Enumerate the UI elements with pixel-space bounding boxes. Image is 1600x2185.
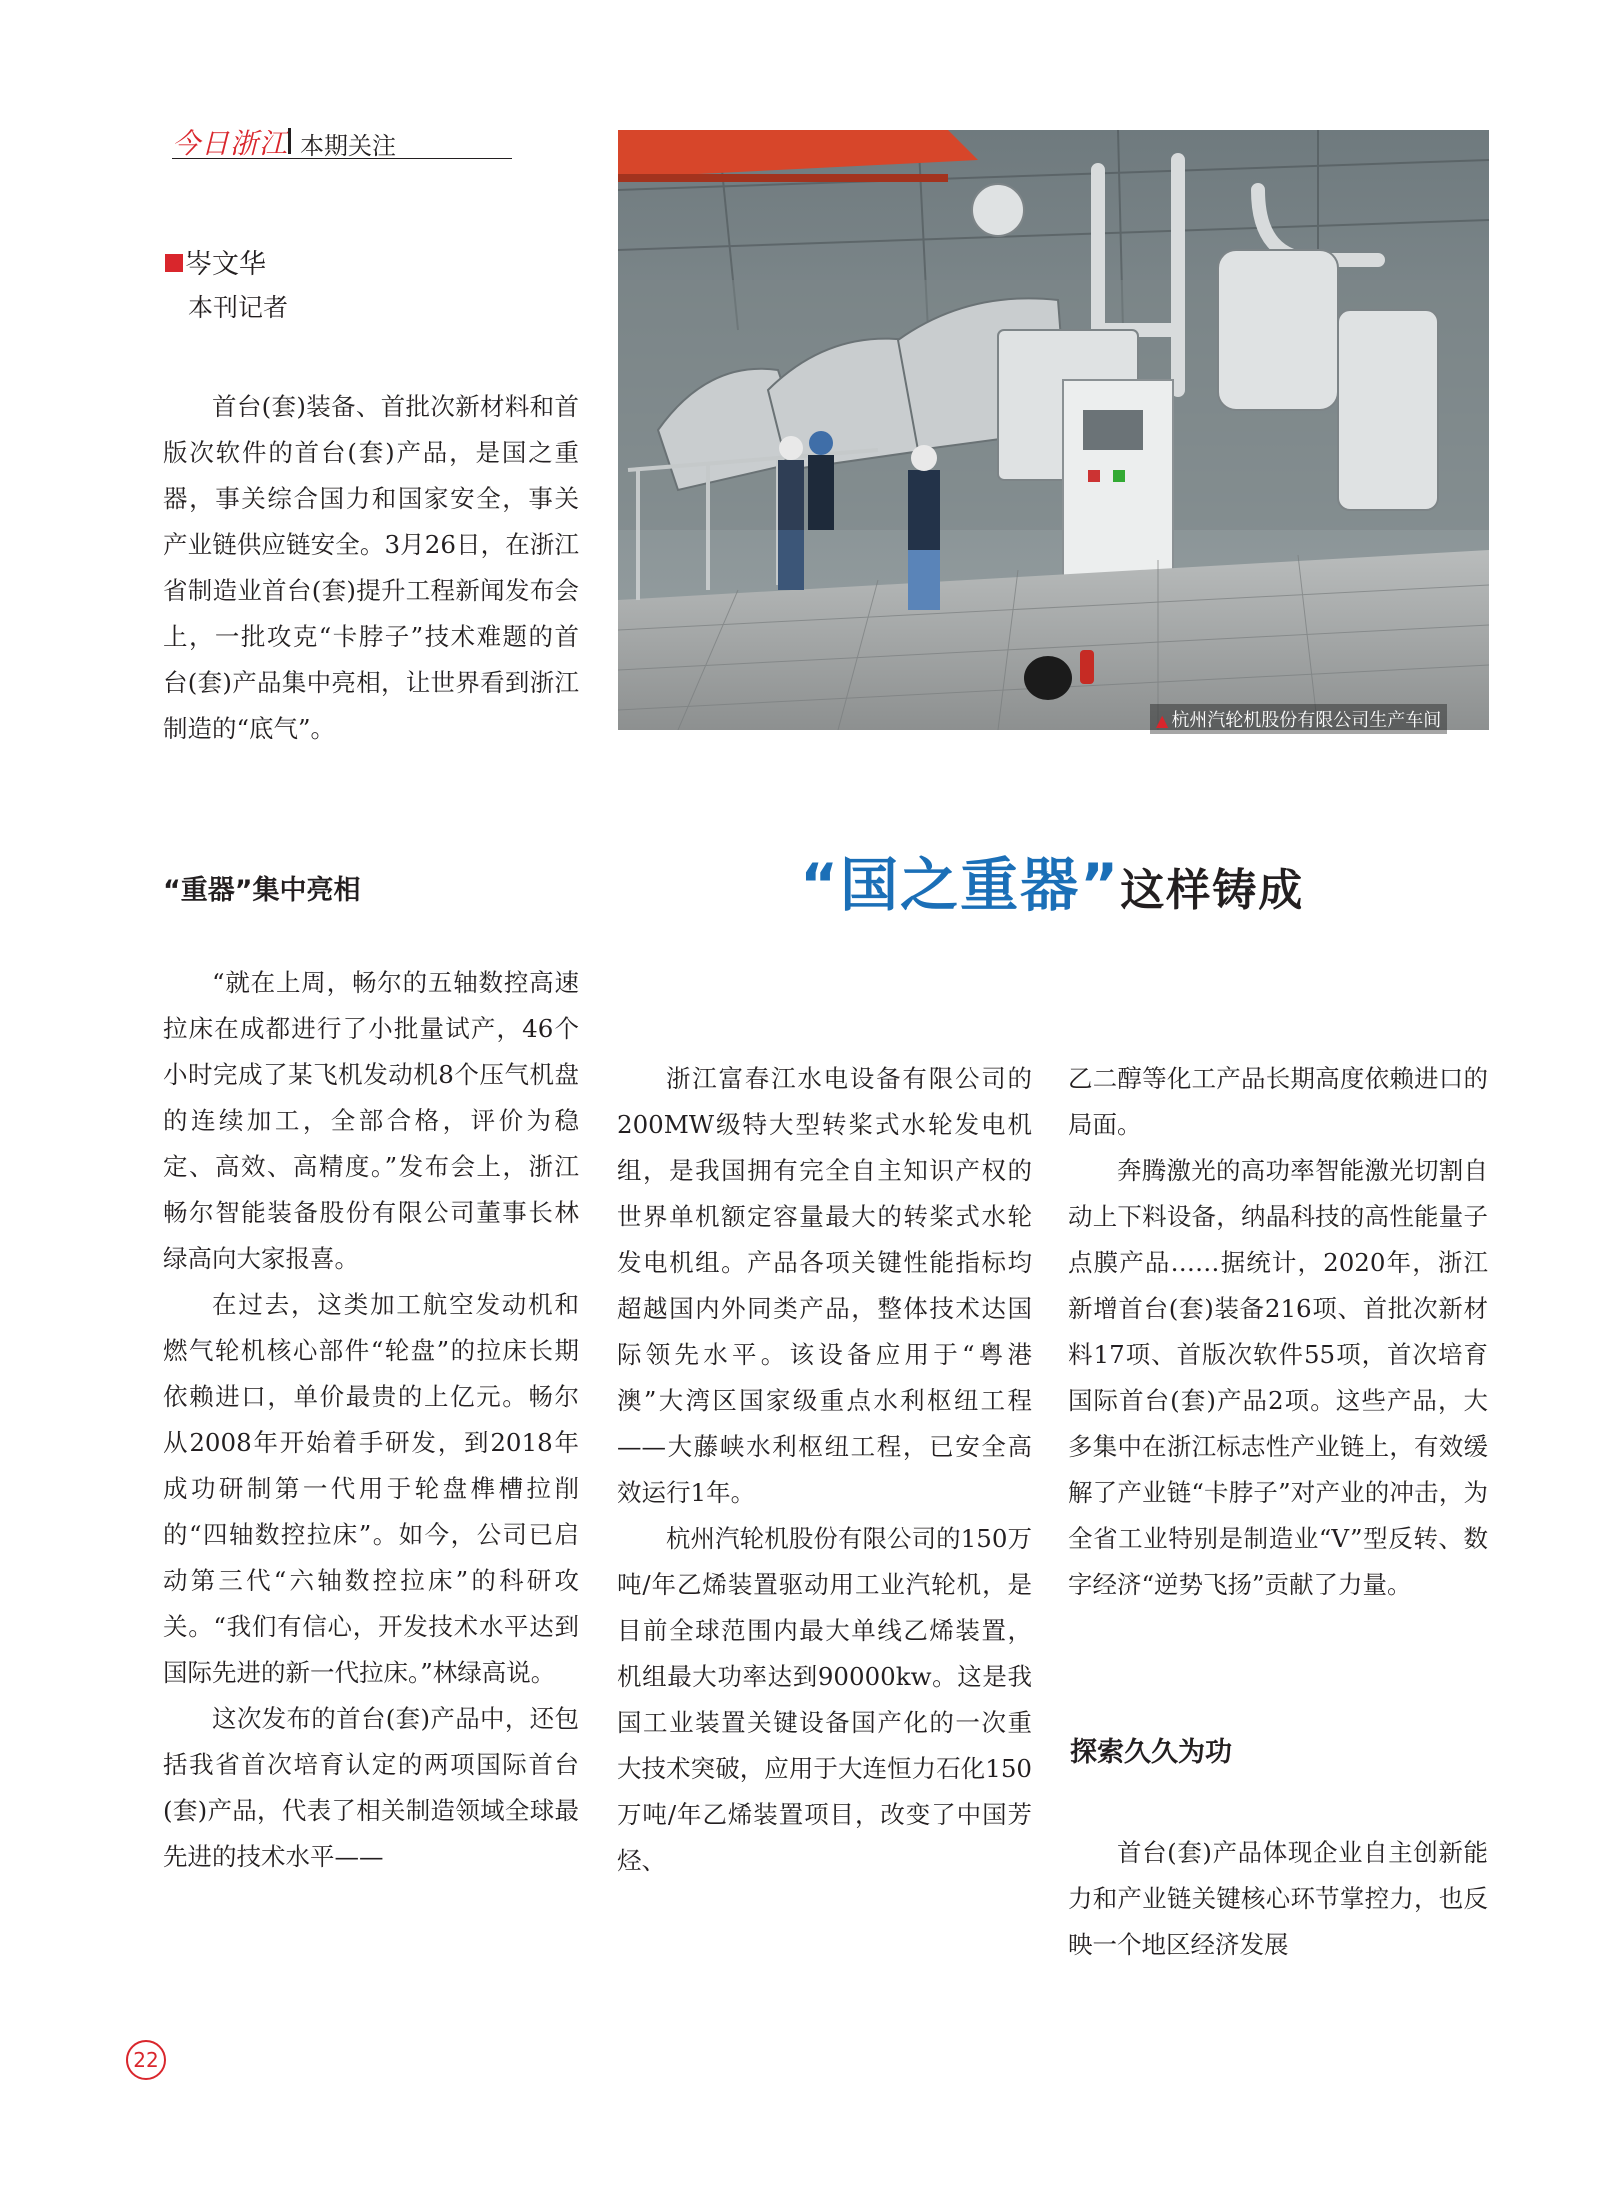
body-paragraph: 杭州汽轮机股份有限公司的150万吨/年乙烯装置驱动用工业汽轮机，是目前全球范围内最大单线乙烯装置，机组最大功率达到90000kw。这是我国工业装置关键设备国产化的一次重大技术突破，应用于大连恒力石化150万吨/年乙烯装置项目，改变了中国芳烃、: [617, 1524, 1032, 1875]
headline-quoted: “国之重器”: [800, 851, 1121, 919]
masthead-divider: [288, 128, 291, 154]
magazine-logo: 今日浙江: [172, 127, 289, 160]
photo-caption: [1150, 704, 1447, 734]
body-paragraph: 首台(套)产品体现企业自主创新能力和产业链关键核心环节掌控力，也反映一个地区经济发展: [1068, 1838, 1488, 1959]
column-3-section-2: [1068, 1830, 1488, 1968]
section-label: 本期关注: [300, 132, 396, 160]
square-bullet-icon: [165, 254, 183, 272]
article-headline: [800, 838, 1304, 922]
author-name: 岑文华: [185, 249, 266, 280]
body-paragraph: 在过去，这类加工航空发动机和燃气轮机核心部件“轮盘”的拉床长期依赖进口，单价最贵的上亿元。畅尔从2008年开始着手研发，到2018年成功研制第一代用于轮盘榫槽拉削的“四轴数控拉床”。如今，公司已启动第三代“六轴数控拉床”的科研攻关。“我们有信心，开发技术水平达到国际先进的新一代拉床。”林绿高说。: [163, 1290, 579, 1687]
body-paragraph: 奔腾激光的高功率智能激光切割自动上下料设备，纳晶科技的高性能量子点膜产品……据统计，2020年，浙江新增首台(套)装备216项、首批次新材料17项、首版次软件55项，首次培育国际首台(套)产品2项。这些产品，大多集中在浙江标志性产业链上，有效缓解了产业链“卡脖子”对产业的冲击，为全省工业特别是制造业“V”型反转、数字经济“逆势飞扬”贡献了力量。: [1068, 1156, 1488, 1599]
column-1: [163, 960, 579, 1880]
body-paragraph-continued: 乙二醇等化工产品长期高度依赖进口的局面。: [1068, 1064, 1488, 1139]
headline-rest: 这样铸成: [1120, 865, 1305, 916]
body-paragraph: 浙江富春江水电设备有限公司的200MW级特大型转桨式水轮发电机组，是我国拥有完全自主知识产权的世界单机额定容量最大的转桨式水轮发电机组。产品各项关键性能指标均超越国内外同类产品，整体技术达国际领先水平。该设备应用于“粤港澳”大湾区国家级重点水利枢纽工程——大藤峡水利枢纽工程，已安全高效运行1年。: [617, 1064, 1032, 1507]
factory-photo: [618, 130, 1489, 730]
body-paragraph: “就在上周，畅尔的五轴数控高速拉床在成都进行了小批量试产，46个小时完成了某飞机发动机8个压气机盘的连续加工，全部合格，评价为稳定、高效、高精度。”发布会上，浙江畅尔智能装备股份有限公司董事长林绿高向大家报喜。: [163, 968, 579, 1273]
body-paragraph: 这次发布的首台(套)产品中，还包括我省首次培育认定的两项国际首台(套)产品，代表了相关制造领域全球最先进的技术水平——: [163, 1704, 579, 1871]
column-2: [617, 1056, 1032, 1884]
masthead: [172, 122, 512, 159]
caption-text: 杭州汽轮机股份有限公司生产车间: [1171, 710, 1442, 731]
page-number: 22: [126, 2040, 166, 2080]
intro-paragraph: 首台(套)装备、首批次新材料和首版次软件的首台(套)产品，是国之重器，事关综合国力和国家安全，事关产业链供应链安全。3月26日，在浙江省制造业首台(套)提升工程新闻发布会上，一批攻克“卡脖子”技术难题的首台(套)产品集中亮相，让世界看到浙江制造的“底气”。: [163, 392, 579, 743]
column-3: [1068, 1056, 1488, 1608]
subheading-heavy-equipment: “重器”集中亮相: [163, 875, 361, 906]
triangle-marker-icon: ▲: [1156, 711, 1169, 730]
byline-author: [165, 242, 266, 281]
intro-column: [163, 384, 579, 752]
byline-role: 本刊记者: [188, 293, 289, 322]
subheading-explore: 探索久久为功: [1070, 1737, 1232, 1768]
